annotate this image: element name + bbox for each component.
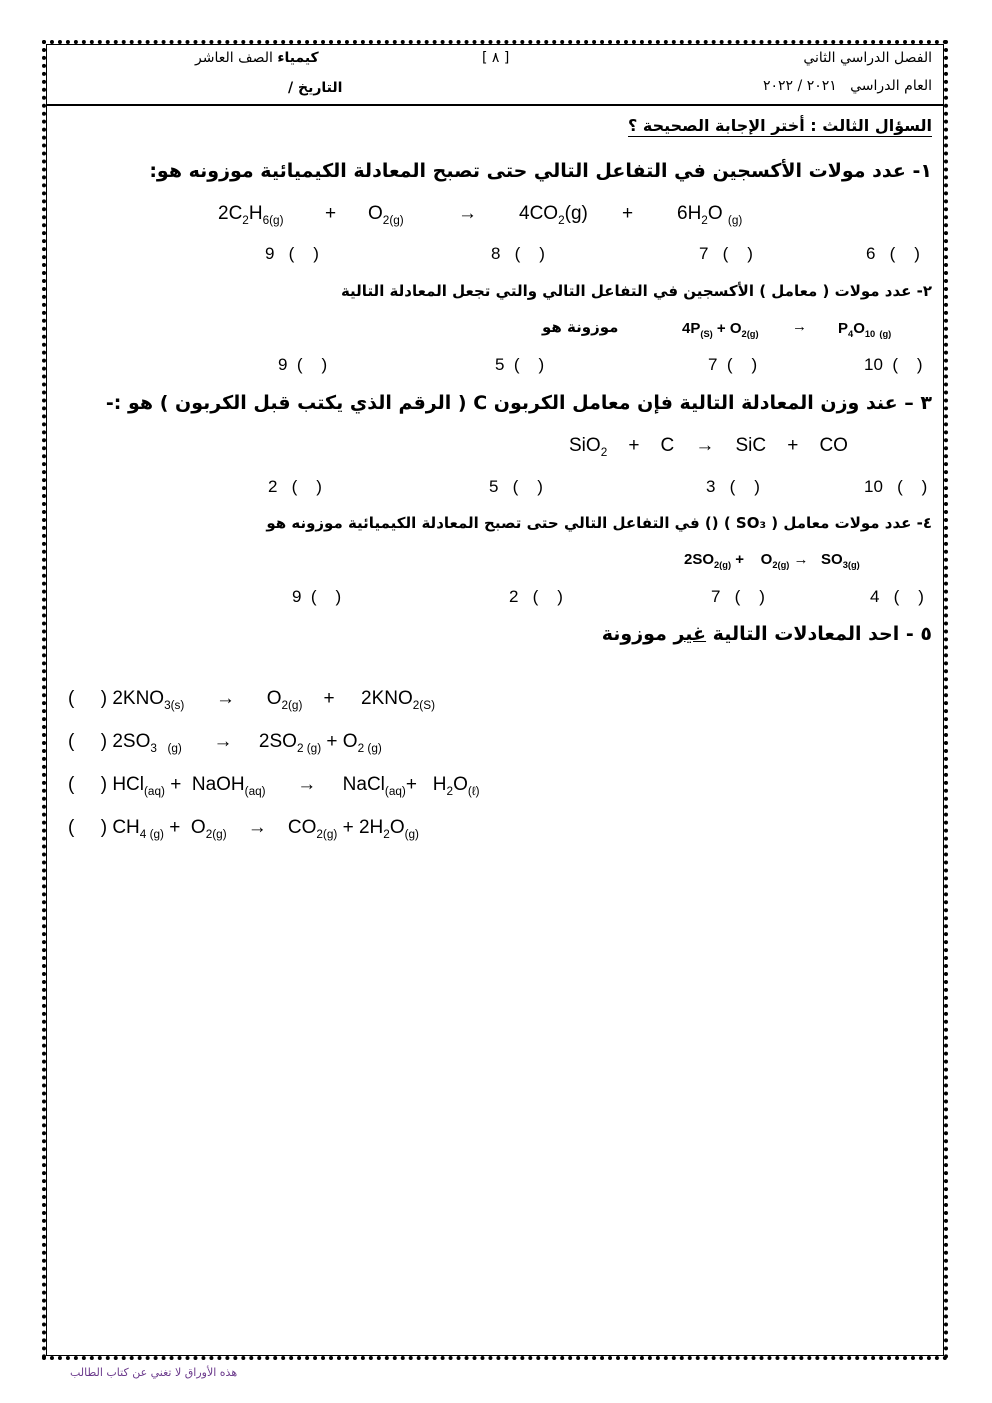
question-1-equation: $2C_2H_{6(g)}$ — [218, 203, 284, 227]
year-value: ٢٠٢١ / ٢٠٢٢ — [763, 78, 837, 94]
question-1-equation: + — [325, 203, 337, 224]
footer-note: هذه الأوراق لا تغني عن كتاب الطالب — [70, 1366, 238, 1379]
question-2-option[interactable]: 9 ( ) — [278, 355, 328, 374]
header-divider — [46, 104, 944, 106]
date-label: التاريخ / — [288, 80, 343, 96]
question-1-equation: $O_{2(g)}$ — [368, 203, 404, 227]
arrow-icon: → — [458, 203, 477, 224]
question-3-text: ٣ – عند وزن المعادلة التالية فإن معامل الكربون C ( الرقم الذي يكتب قبل الكربون ) هو :- — [105, 392, 932, 414]
question-1-option[interactable]: 9 ( ) — [265, 244, 319, 263]
arrow-icon: → — [792, 318, 807, 335]
academic-year — [763, 78, 932, 94]
question-3-option[interactable]: 10 ( ) — [864, 477, 928, 496]
question-2-option[interactable]: 5 ( ) — [495, 355, 545, 374]
question-4-option[interactable]: 2 ( ) — [509, 587, 563, 606]
question-2-option[interactable]: 7 ( ) — [708, 355, 758, 374]
question-1-option[interactable]: 6 ( ) — [866, 244, 920, 263]
question-1-equation: + — [622, 203, 634, 224]
question-5-text: ٥ - احد المعادلات التالية غير موزونة — [601, 623, 932, 645]
question-5-option[interactable]: ( ) HCl$_{(aq)}$ + NaOH$_{(aq)}$ → NaCl$_{(aq)}$+ $H_2O_{(\ell)}$ — [68, 774, 480, 798]
question-4-equation: $2SO_{2(g)}$ + $O_{2(g)} \to SO_{3(g)}$ — [684, 551, 860, 570]
question-2-option[interactable]: 10 ( ) — [864, 355, 923, 374]
question-4-option[interactable]: 4 ( ) — [870, 587, 924, 606]
question-1-equation: $4CO_2(g)$ — [519, 203, 588, 227]
question-2-text: ٢- عدد مولات ( معامل ) الأكسجين في التفاعل التالي والتي تجعل المعادلة التالية — [340, 282, 932, 300]
section-title — [628, 116, 932, 137]
question-2-text-balanced: موزونة هو — [542, 318, 619, 336]
question-4-text: ٤- عدد مولات معامل ( SO₃ ) () في التفاعل التالي حتى تصبح المعادلة الكيميائية موزونه هو — [266, 514, 932, 532]
question-3-equation: SiO$_2$ + C → SiC + CO — [569, 435, 848, 459]
year-label: العام الدراسي — [850, 78, 932, 94]
question-1-equation: $6H_2O$ $_{(g)}$ — [677, 203, 743, 227]
question-5-option[interactable]: ( ) $2SO_3$ $_{(g)}$ → $2SO_{2 (g)} + O_{2 (g)}$ — [68, 731, 382, 755]
question-5-option[interactable]: ( ) $CH_{4 (g)} + O_{2(g)}$ → $CO_{2(g)} + 2H_2O_{(g)}$ — [68, 817, 419, 841]
question-4-option[interactable]: 7 ( ) — [711, 587, 765, 606]
question-3-option[interactable]: 2 ( ) — [268, 477, 322, 496]
section-instruction: : أختر الإجابة الصحيحة ؟ — [628, 116, 817, 135]
question-3-option[interactable]: 3 ( ) — [706, 477, 760, 496]
question-4-option[interactable]: 9 ( ) — [292, 587, 342, 606]
subject-label: كيمياء — [277, 50, 319, 66]
section-label: السؤال الثالث — [822, 116, 932, 135]
question-1-option[interactable]: 7 ( ) — [699, 244, 753, 263]
question-5-option[interactable]: ( ) $2KNO_{3(s)}$ → $O_{2(g)}$ + $2KNO_{2(S)}$ — [68, 688, 435, 712]
question-1-option[interactable]: 8 ( ) — [491, 244, 545, 263]
page-number: [ ٨ ] — [482, 50, 510, 66]
subject-grade — [195, 50, 319, 66]
not-word: غير — [673, 623, 707, 645]
question-1-text: ١- عدد مولات الأكسجين في التفاعل التالي حتى تصبح المعادلة الكيميائية موزونه هو: — [149, 160, 932, 182]
grade-label: الصف العاشر — [195, 50, 273, 66]
question-3-option[interactable]: 5 ( ) — [489, 477, 543, 496]
question-2-equation: $P_4O_{10}$ $_{(g)}$ — [838, 320, 892, 339]
semester-label: الفصل الدراسي الثاني — [803, 50, 932, 66]
question-2-equation: $4P_{(S)} + O_{2(g)}$ — [682, 320, 759, 339]
